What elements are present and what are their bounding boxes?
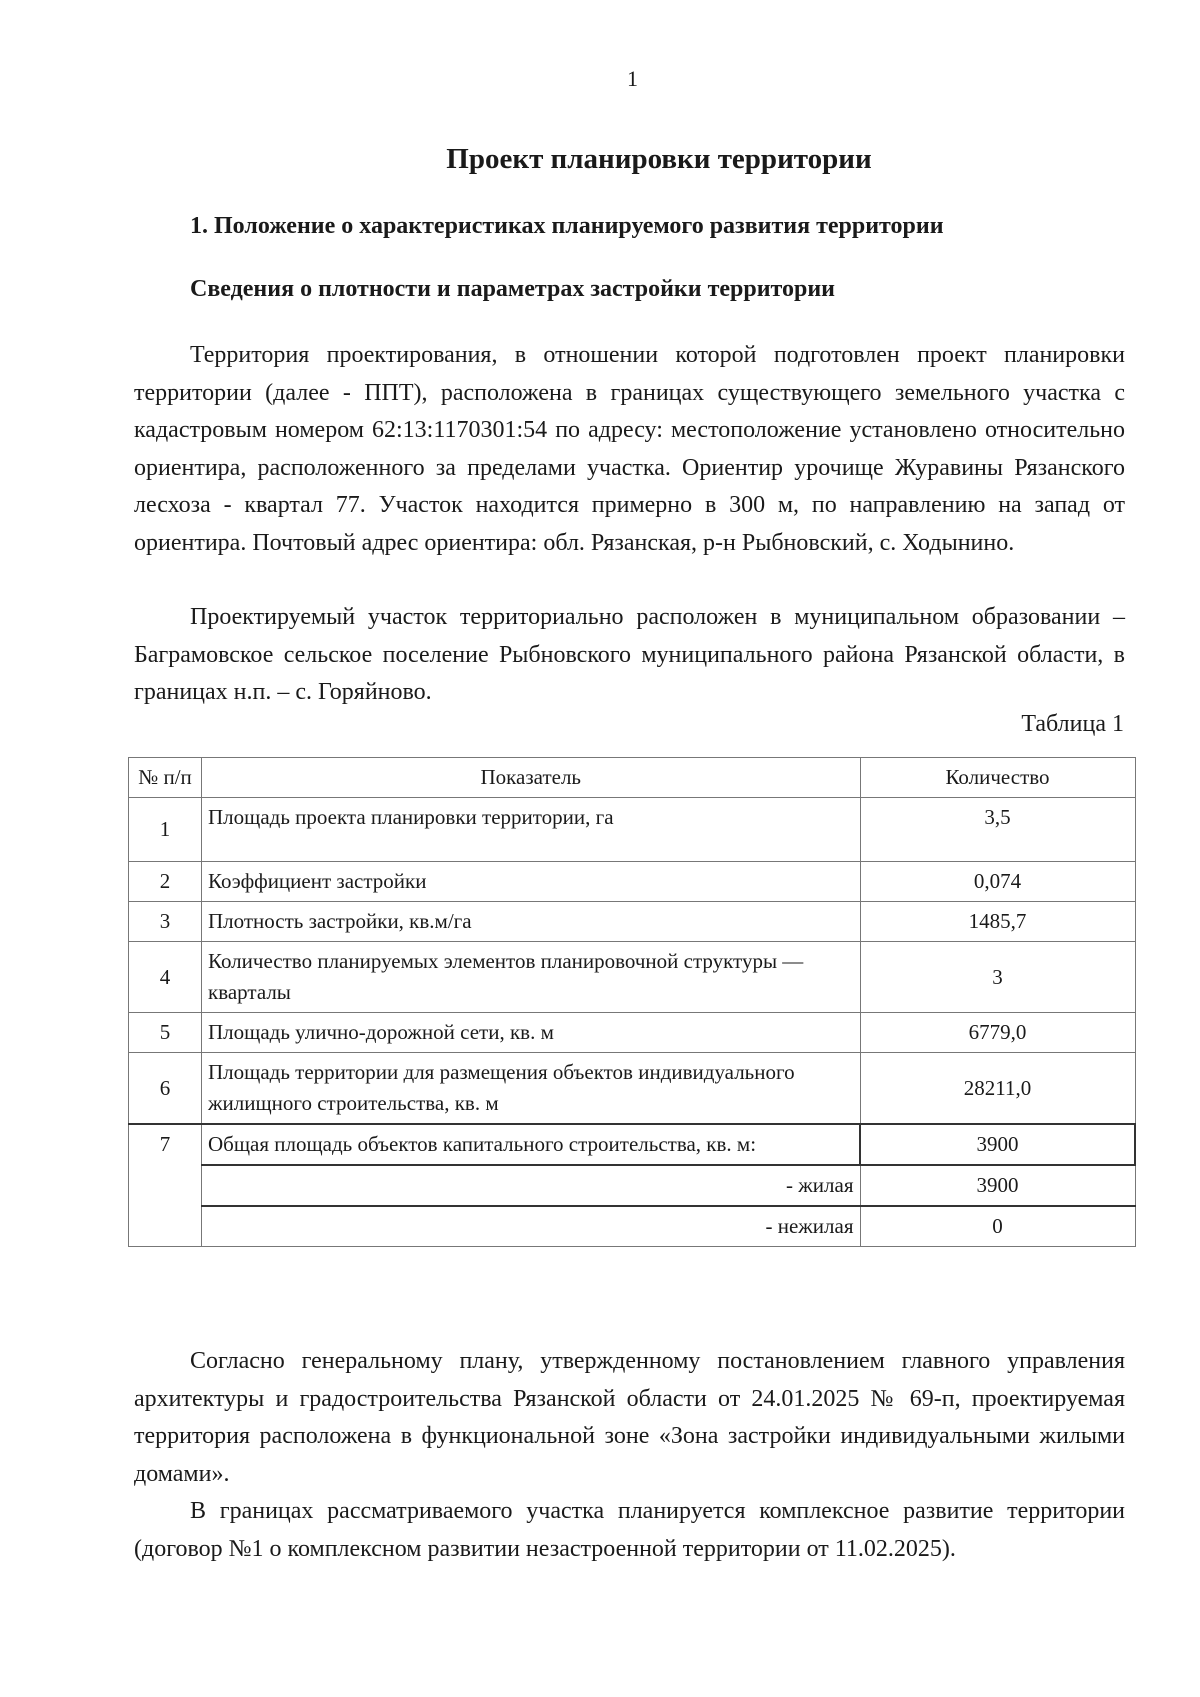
row-quantity: 28211,0 <box>860 1053 1135 1125</box>
row-indicator: Количество планируемых элементов планировочной структуры — кварталы <box>202 942 861 1013</box>
header-indicator: Показатель <box>202 758 861 798</box>
table-caption: Таблица 1 <box>1021 711 1124 737</box>
table-row <box>129 1053 1136 1125</box>
table-row <box>129 798 1136 862</box>
row-quantity: 0,074 <box>860 862 1135 902</box>
row-indicator: Общая площадь объектов капитального строительства, кв. м: <box>202 1124 861 1165</box>
row-quantity: 3900 <box>860 1124 1135 1165</box>
row-indicator: Плотность застройки, кв.м/га <box>202 902 861 942</box>
table-row <box>129 1124 1136 1165</box>
table-row <box>129 942 1136 1013</box>
table-row <box>129 1013 1136 1053</box>
document-title: Проект планировки территории <box>446 143 872 175</box>
row-quantity: 1485,7 <box>860 902 1135 942</box>
row-num: 3 <box>129 902 202 942</box>
paragraph-territory-description: Территория проектирования, в отношении которой подготовлен проект планировки территории (далее - ППТ), расположена в границах существующего земельного участка с кадастровым номером 62:13:1170301:54 по адресу: местоположение установлено относительно ориентира, расположенного за пределами участка. Ориентир урочище Журавины Рязанского лесхоза - квартал 77. Участок находится примерно в 300 м, по направлению на запад от ориентира. Почтовый адрес ориентира: обл. Рязанская, р-н Рыбновский, с. Ходынино. <box>134 342 1125 556</box>
row-num: 7 <box>129 1124 202 1247</box>
paragraph-complex-development: В границах рассматриваемого участка планируется комплексное развитие территории (договор №1 о комплексном развитии незастроенной территории от 11.02.2025). <box>134 1498 1125 1562</box>
row-quantity: 6779,0 <box>860 1013 1135 1053</box>
row-quantity: 3,5 <box>860 798 1135 862</box>
table-header-row <box>129 758 1136 798</box>
table-subrow <box>129 1206 1136 1247</box>
row-indicator: Площадь улично-дорожной сети, кв. м <box>202 1013 861 1053</box>
parameters-table <box>128 757 1136 1247</box>
row-num: 5 <box>129 1013 202 1053</box>
section-heading-1: 1. Положение о характеристиках планируемого развития территории <box>190 213 944 239</box>
row-num: 1 <box>129 798 202 862</box>
row-num: 4 <box>129 942 202 1013</box>
header-num: № п/п <box>129 758 202 798</box>
row-indicator: Площадь территории для размещения объектов индивидуального жилищного строительства, кв. м <box>202 1053 861 1125</box>
paragraph-municipal-location: Проектируемый участок территориально расположен в муниципальном образовании – Баграмовское сельское поселение Рыбновского муниципального района Рязанской области, в границах н.п. – с. Горяйново. <box>134 604 1125 705</box>
row-indicator: Коэффициент застройки <box>202 862 861 902</box>
row-num: 2 <box>129 862 202 902</box>
table-row <box>129 862 1136 902</box>
row-quantity: 3 <box>860 942 1135 1013</box>
subrow-quantity: 0 <box>860 1206 1135 1247</box>
table-subrow <box>129 1165 1136 1206</box>
table-row <box>129 902 1136 942</box>
subrow-quantity: 3900 <box>860 1165 1135 1206</box>
row-indicator: Площадь проекта планировки территории, га <box>202 798 861 862</box>
section-heading-2: Сведения о плотности и параметрах застройки территории <box>190 276 836 302</box>
subrow-indicator: - нежилая <box>202 1206 861 1247</box>
row-num: 6 <box>129 1053 202 1125</box>
page-number: 1 <box>627 66 638 91</box>
header-quantity: Количество <box>860 758 1135 798</box>
subrow-indicator: - жилая <box>202 1165 861 1206</box>
paragraph-general-plan: Согласно генеральному плану, утвержденному постановлением главного управления архитектуры и градостроительства Рязанской области от 24.01.2025 № 69-п, проектируемая территория расположена в функциональной зоне «Зона застройки индивидуальными жилыми домами». <box>134 1348 1125 1487</box>
